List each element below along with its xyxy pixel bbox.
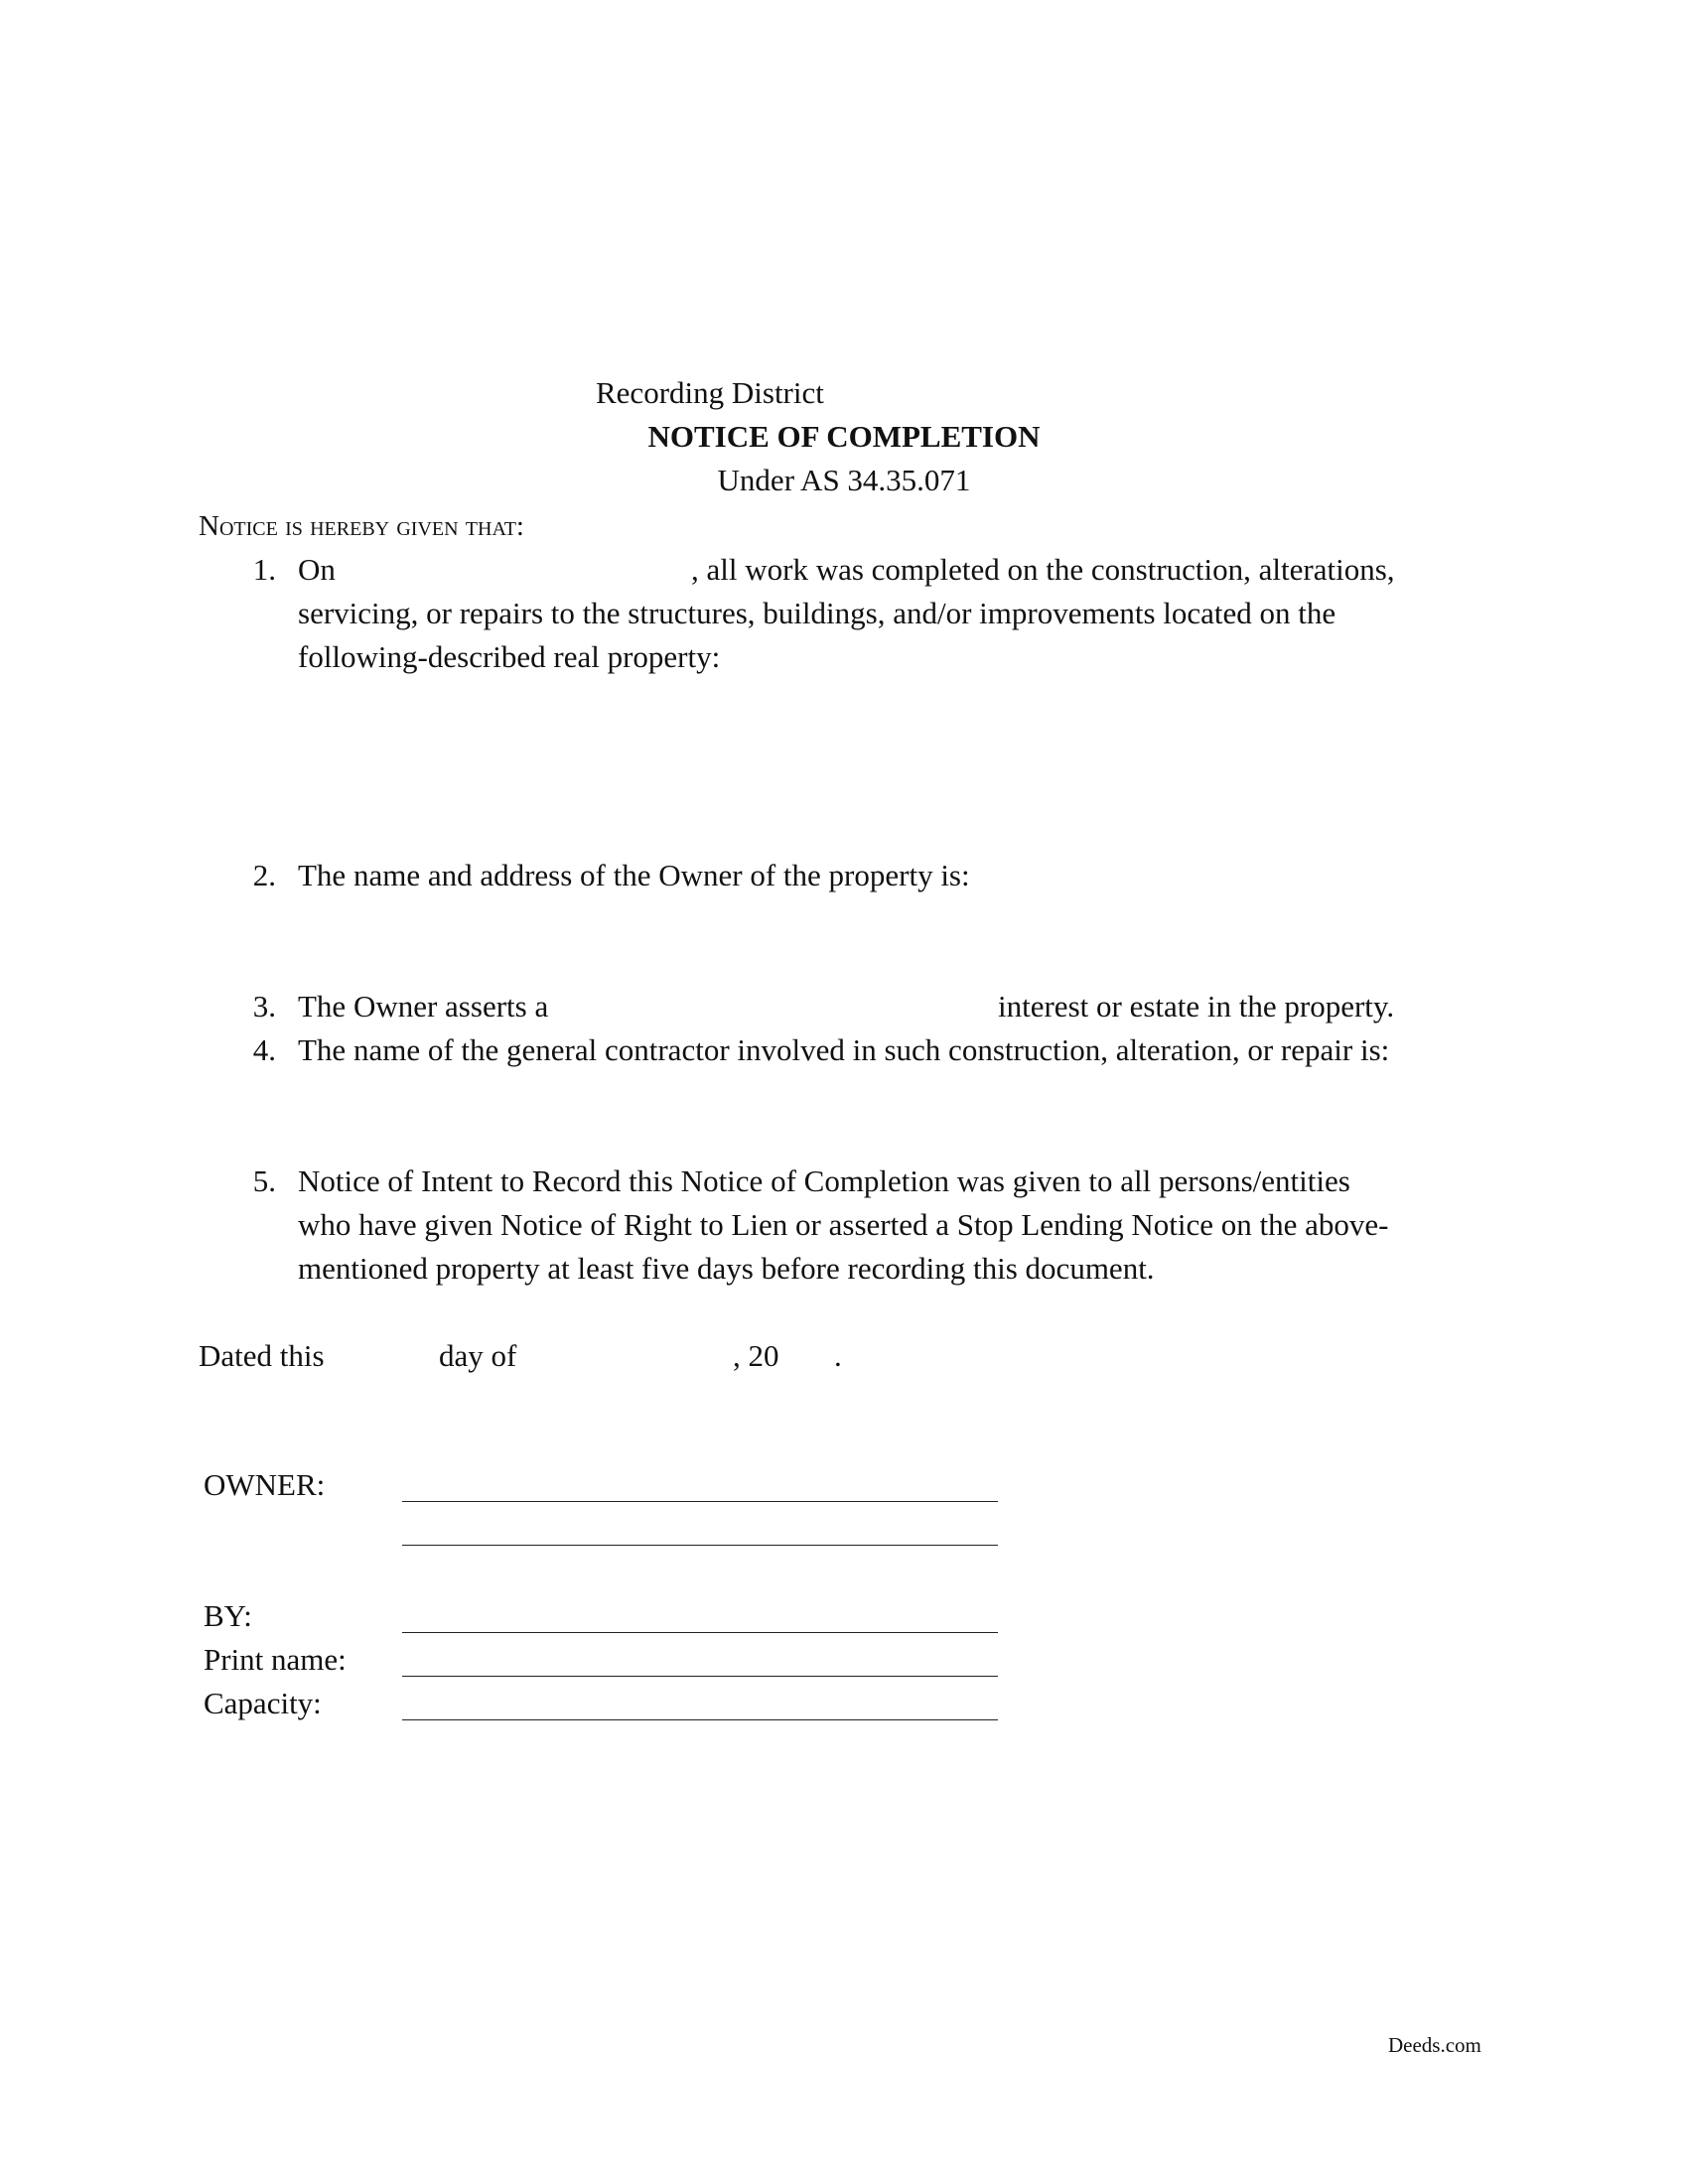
- item-number: 4.: [252, 1032, 276, 1067]
- item-2-text: The name and address of the Owner of the property is:: [298, 858, 970, 892]
- footer-brand: Deeds.com: [1388, 2033, 1481, 2057]
- item-number: 2.: [252, 858, 276, 892]
- dated-prefix: Dated this: [199, 1338, 325, 1373]
- item-5-line-3: mentioned property at least five days before recording this document.: [298, 1251, 1155, 1286]
- dated-day-of: day of: [439, 1338, 517, 1373]
- dated-year-prefix: , 20: [733, 1338, 779, 1373]
- owner-signature-line-1[interactable]: [402, 1501, 998, 1502]
- item-number: 3.: [252, 989, 276, 1024]
- statute-reference: Under AS 34.35.071: [717, 463, 971, 497]
- item-1-line-3: following-described real property:: [298, 639, 721, 674]
- print-name-label: Print name:: [204, 1642, 347, 1677]
- by-signature-line[interactable]: [402, 1632, 998, 1633]
- item-5-line-1: Notice of Intent to Record this Notice of Completion was given to all persons/entities: [298, 1163, 1350, 1198]
- dated-period: .: [834, 1338, 842, 1373]
- owner-label: OWNER:: [204, 1467, 326, 1502]
- capacity-line[interactable]: [402, 1719, 998, 1720]
- intro-notice: Notice is hereby given that:: [199, 510, 524, 542]
- item-1-line-2: servicing, or repairs to the structures, buildings, and/or improvements located on the: [298, 596, 1336, 630]
- item-1-line-1: , all work was completed on the construction, alterations,: [691, 552, 1395, 587]
- by-label: BY:: [204, 1598, 252, 1633]
- item-3-text-end: interest or estate in the property.: [998, 989, 1395, 1024]
- item-5-line-2: who have given Notice of Right to Lien or asserted a Stop Lending Notice on the above-: [298, 1207, 1389, 1242]
- item-number: 1.: [252, 552, 276, 587]
- owner-signature-line-2[interactable]: [402, 1545, 998, 1546]
- capacity-label: Capacity:: [204, 1686, 322, 1720]
- print-name-line[interactable]: [402, 1676, 998, 1677]
- item-3-text-start: The Owner asserts a: [298, 989, 549, 1024]
- recording-district-label: Recording District: [596, 375, 824, 410]
- document-title: NOTICE OF COMPLETION: [647, 419, 1041, 454]
- item-number: 5.: [252, 1163, 276, 1198]
- item-4-text: The name of the general contractor involved in such construction, alteration, or repair is:: [298, 1032, 1390, 1067]
- item-1-on: On: [298, 552, 336, 587]
